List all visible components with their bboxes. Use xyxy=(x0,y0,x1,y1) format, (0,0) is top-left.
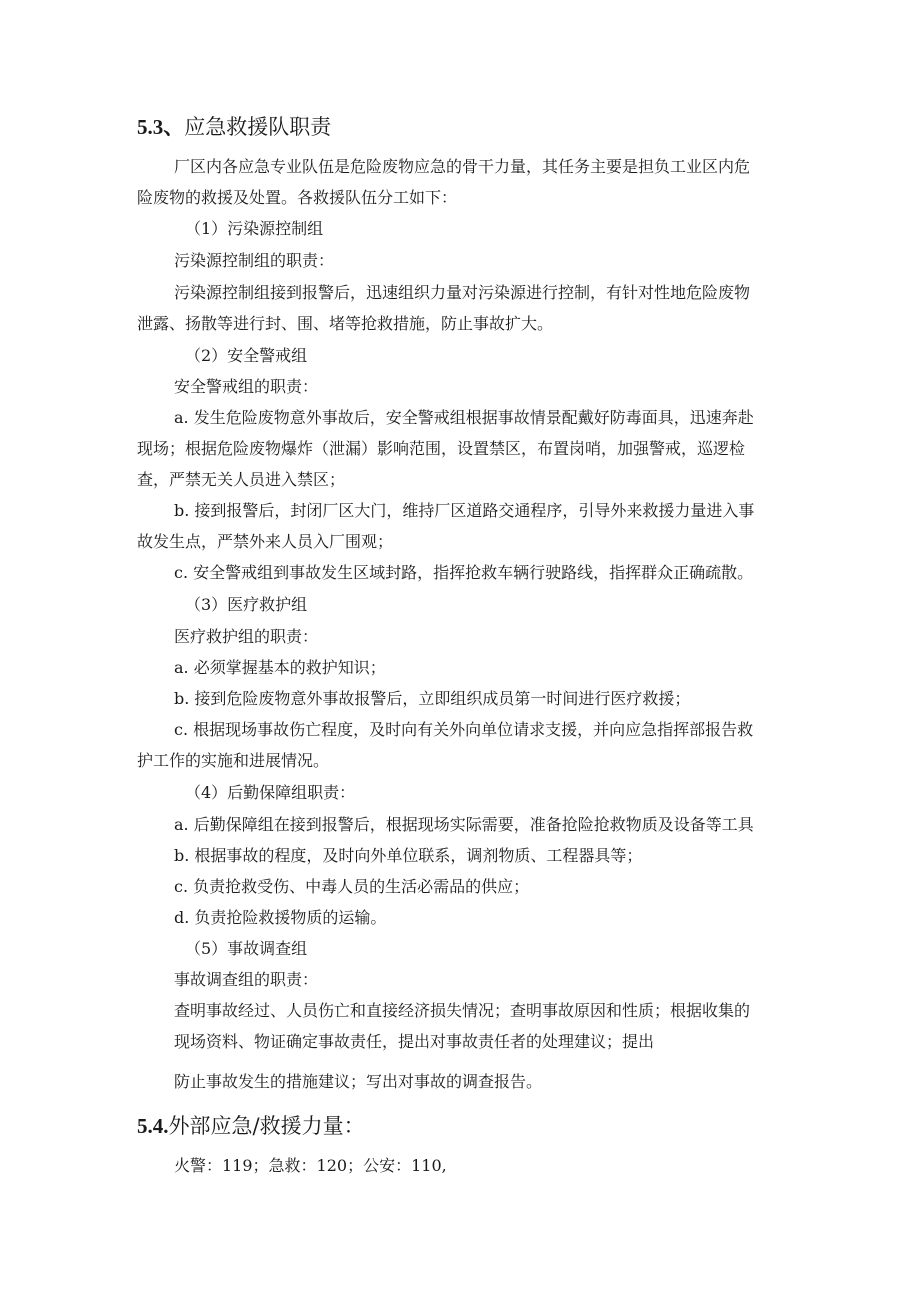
list-item: c. 根据现场事故伤亡程度，及时向有关外向单位请求支援，并向应急指挥部报告救 xyxy=(174,720,754,739)
paragraph-line: 现场；根据危险废物爆炸（泄漏）影响范围，设置禁区，布置岗哨，加强警戒，巡逻检 xyxy=(137,439,746,458)
list-item: b. 根据事故的程度，及时向外单位联系，调剂物质、工程器具等； xyxy=(174,846,643,865)
section-title: 外部应急/救援力量： xyxy=(168,1114,365,1138)
section-number: 5.4. xyxy=(137,1114,169,1138)
duty-label: 污染源控制组的职责： xyxy=(174,251,335,270)
group-title: （1）污染源控制组 xyxy=(185,219,324,238)
emergency-contacts: 火警：119；急救：120；公安：110, xyxy=(174,1156,447,1175)
group-title: （4）后勤保障组职责： xyxy=(185,783,356,802)
group-title: （5）事故调查组 xyxy=(185,939,308,958)
duty-label: 事故调查组的职责： xyxy=(174,970,319,989)
list-item: d. 负责抢险救援物质的运输。 xyxy=(174,908,387,927)
list-item: c. 负责抢救受伤、中毒人员的生活必需品的供应； xyxy=(174,877,530,896)
section-title: 应急救援队职责 xyxy=(184,115,332,139)
list-item: a. 必须掌握基本的救护知识； xyxy=(174,658,386,677)
list-item: a. 发生危险废物意外事故后，安全警戒组根据事故情景配戴好防毒面具，迅速奔赴 xyxy=(174,408,754,427)
list-item: b. 接到危险废物意外事故报警后，立即组织成员第一时间进行医疗救援； xyxy=(174,689,691,708)
section-number: 5.3、 xyxy=(137,115,185,139)
paragraph-line: 污染源控制组接到报警后，迅速组织力量对污染源进行控制，有针对性地危险废物 xyxy=(174,283,751,302)
paragraph-line: 泄露、扬散等进行封、围、堵等抢救措施，防止事故扩大。 xyxy=(137,314,554,333)
paragraph-line: 险废物的救援及处置。各救援队伍分工如下： xyxy=(137,188,458,207)
list-item: a. 后勤保障组在接到报警后，根据现场实际需要，准备抢险抢救物质及设备等工具 xyxy=(174,815,754,834)
section-heading-5-4 xyxy=(137,1112,365,1140)
paragraph-line: 防止事故发生的措施建议；写出对事故的调查报告。 xyxy=(174,1072,543,1091)
list-item: b. 接到报警后，封闭厂区大门，维持厂区道路交通程序，引导外来救援力量进入事 xyxy=(174,501,755,520)
group-title: （2）安全警戒组 xyxy=(185,346,308,365)
group-title: （3）医疗救护组 xyxy=(185,595,308,614)
paragraph-line: 查，严禁无关人员进入禁区； xyxy=(137,470,346,489)
paragraph-line: 查明事故经过、人员伤亡和直接经济损失情况；查明事故原因和性质；根据收集的 xyxy=(174,1001,751,1020)
list-item: c. 安全警戒组到事故发生区域封路，指挥抢救车辆行驶路线，指挥群众正确疏散。 xyxy=(174,563,754,582)
paragraph-line: 护工作的实施和进展情况。 xyxy=(137,751,330,770)
duty-label: 医疗救护组的职责： xyxy=(174,627,319,646)
paragraph-line: 现场资料、物证确定事故责任，提出对事故责任者的处理建议；提出 xyxy=(174,1032,655,1051)
section-heading-5-3 xyxy=(137,113,331,141)
duty-label: 安全警戒组的职责： xyxy=(174,377,319,396)
paragraph-line: 厂区内各应急专业队伍是危险废物应急的骨干力量，其任务主要是担负工业区内危 xyxy=(174,157,751,176)
paragraph-line: 故发生点，严禁外来人员入厂围观； xyxy=(137,532,394,551)
